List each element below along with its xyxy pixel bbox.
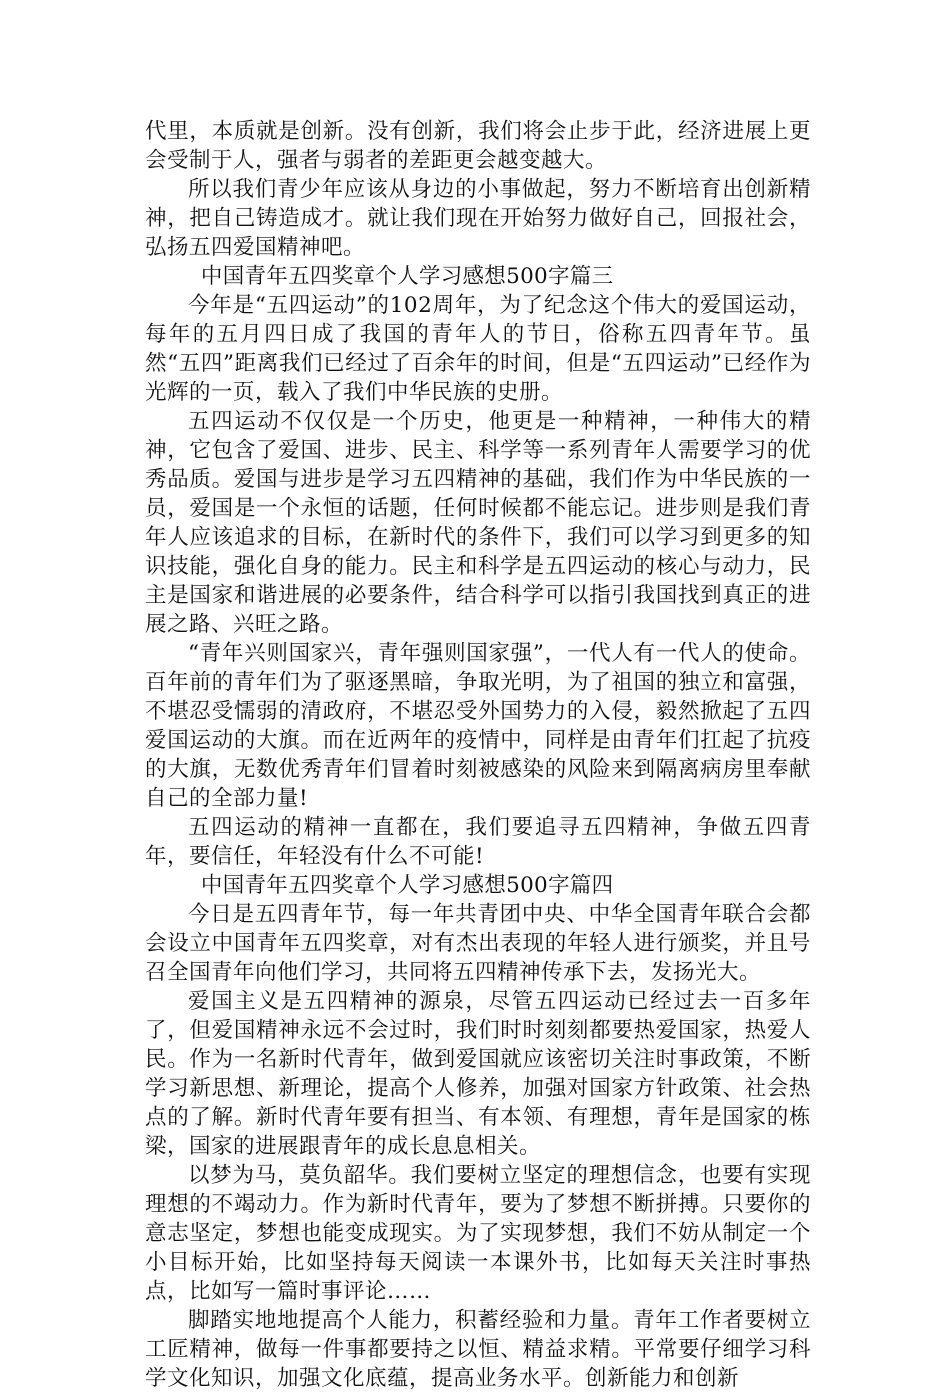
paragraph: 所以我们青少年应该从身边的小事做起，努力不断培育出创新精神，把自己铸造成才。就让我们现在开始努力做好自己，回报社会，弘扬五四爱国精神吧。 [145,177,811,260]
section-heading: 中国青年五四奖章个人学习感想500字篇四 [200,873,614,898]
paragraph: 今日是五四青年节，每一年共青团中央、中华全国青年联合会都会设立中国青年五四奖章，对有杰出表现的年轻人进行颁奖，并且号召全国青年向他们学习，共同将五四精神传承下去，发扬光大。 [145,902,811,985]
paragraph: 爱国主义是五四精神的源泉，尽管五四运动已经过去一百多年了，但爱国精神永远不会过时，我们时时刻刻都要热爱国家，热爱人民。作为一名新时代青年，做到爱国就应该密切关注时事政策，不断学习新思想、新理论，提高个人修养，加强对国家方针政策、社会热点的了解。新时代青年要有担当、有本领、有理想，青年是国家的栋梁，国家的进展跟青年的成长息息相关。 [145,989,811,1159]
paragraph: 以梦为马，莫负韶华。我们要树立坚定的理想信念，也要有实现理想的不竭动力。作为新时代青年，要为了梦想不断拼搏。只要你的意志坚定，梦想也能变成现实。为了实现梦想，我们不妨从制定一个小目标开始，比如坚持每天阅读一本课外书，比如每天关注时事热点，比如写一篇时事评论…… [145,1163,811,1304]
paragraph: 五四运动的精神一直都在，我们要追寻五四精神，争做五四青年，要信任，年轻没有什么不可能! [145,815,811,869]
paragraph: 今年是“五四运动”的102周年，为了纪念这个伟大的爱国运动，每年的五月四日成了我国的青年人的节日，俗称五四青年节。虽然“五四”距离我们已经过了百余年的时间，但是“五四运动”已经作为光辉的一页，载入了我们中华民族的史册。 [145,293,811,405]
document-page [145,117,811,1393]
paragraph: 五四运动不仅仅是一个历史，他更是一种精神，一种伟大的精神，它包含了爱国、进步、民主、科学等一系列青年人需要学习的优秀品质。爱国与进步是学习五四精神的基础，我们作为中华民族的一员，爱国是一个永恒的话题，任何时候都不能忘记。进步则是我们青年人应该追求的目标，在新时代的条件下，我们可以学习到更多的知识技能，强化自身的能力。民主和科学是五四运动的核心与动力，民主是国家和谐进展的必要条件，结合科学可以指引我国找到真正的进展之路、兴旺之路。 [145,409,811,637]
paragraph: 脚踏实地地提高个人能力，积蓄经验和力量。青年工作者要树立工匠精神，做每一件事都要持之以恒、精益求精。平常要仔细学习科学文化知识，加强文化底蕴，提高业务水平。创新能力和创新 [145,1308,811,1391]
section-heading: 中国青年五四奖章个人学习感想500字篇三 [200,264,614,289]
paragraph: 代里，本质就是创新。没有创新，我们将会止步于此，经济进展上更会受制于人，强者与弱者的差距更会越变越大。 [145,119,811,173]
paragraph: “青年兴则国家兴，青年强则国家强”，一代人有一代人的使命。百年前的青年们为了驱逐黑暗，争取光明，为了祖国的独立和富强，不堪忍受懦弱的清政府，不堪忍受外国势力的入侵，毅然掀起了五四爱国运动的大旗。而在近两年的疫情中，同样是由青年们扛起了抗疫的大旗，无数优秀青年们冒着时刻被感染的风险来到隔离病房里奉献自己的全部力量! [145,641,811,811]
